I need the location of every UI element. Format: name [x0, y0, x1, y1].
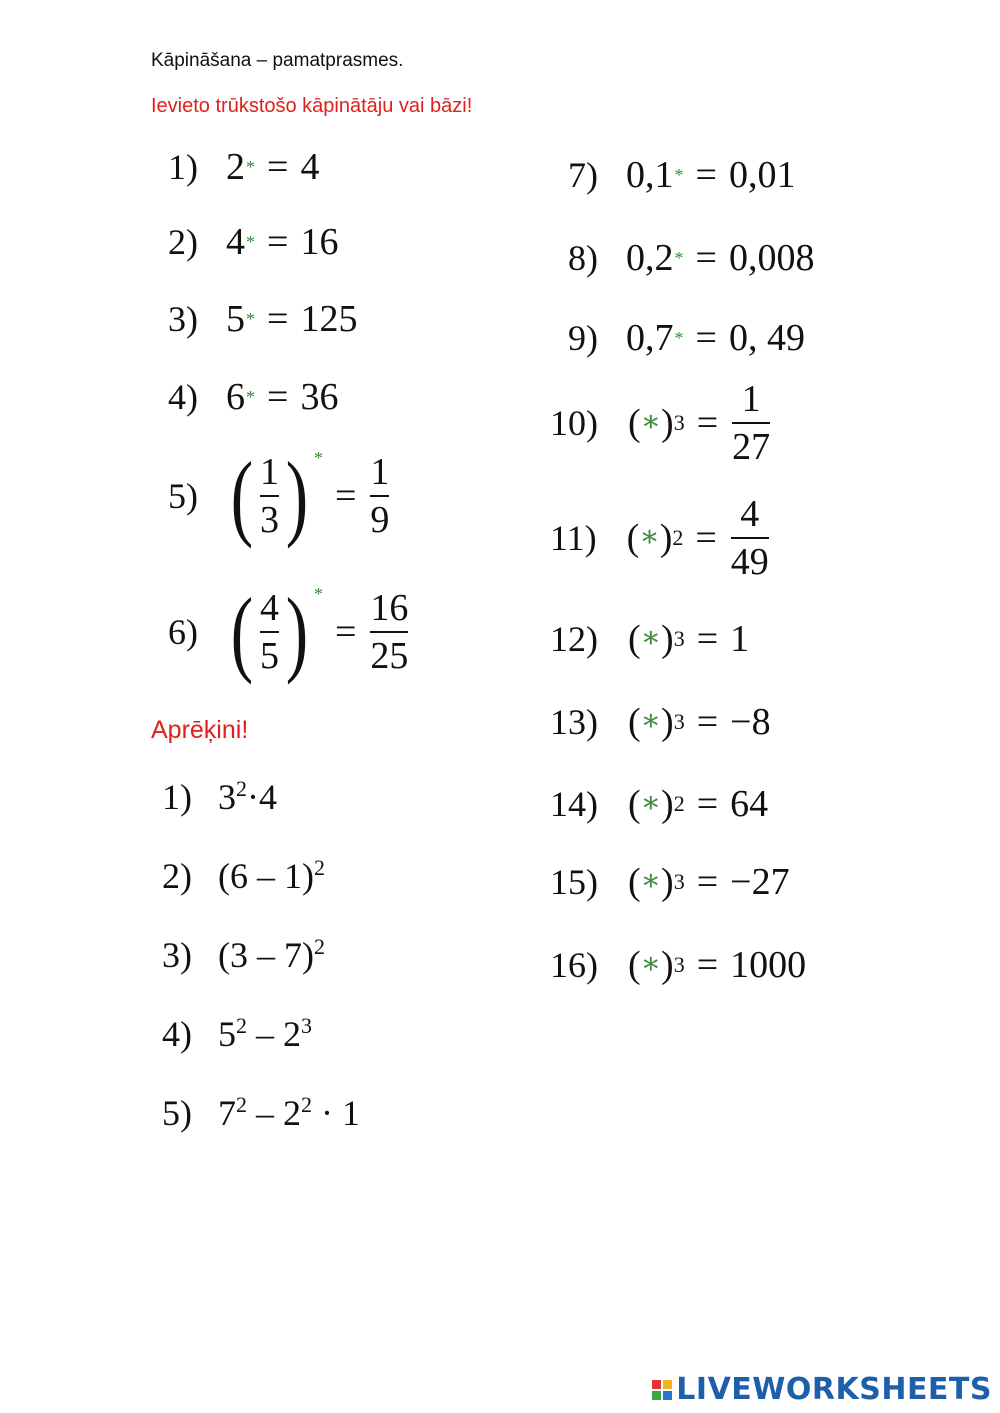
- exercise-16: 16) ( ∗ ) 3 = 1000: [550, 944, 807, 986]
- missing-exponent-marker[interactable]: *: [246, 386, 255, 407]
- term: – 2: [247, 1014, 301, 1054]
- liveworksheets-logo: [652, 1372, 992, 1407]
- exercise-5: 5) ( $\frac{1}{3}$ ) * = $\frac{1}{9}$: [168, 442, 390, 549]
- missing-base-marker[interactable]: ∗: [640, 620, 662, 654]
- result-denominator: 49: [730, 541, 769, 583]
- base: 4: [226, 221, 245, 263]
- term: · 1: [312, 1093, 360, 1133]
- missing-exponent-marker[interactable]: *: [246, 156, 255, 177]
- result: −8: [730, 701, 771, 743]
- result: 36: [300, 376, 339, 418]
- exercise-8: 8) 0,2 * = 0,008: [568, 237, 815, 279]
- exercise-4: 4) 6 * = 36: [168, 376, 339, 418]
- result: 0, 49: [728, 317, 805, 359]
- fraction-numerator: 4: [259, 587, 279, 629]
- result-denominator: 25: [370, 635, 409, 677]
- exercise-13: 13) ( ∗ ) 3 = −8: [550, 701, 771, 743]
- missing-exponent-marker[interactable]: *: [674, 247, 684, 268]
- instruction: Ievieto trūkstošo kāpinātāju vai bāzi!: [151, 95, 473, 117]
- missing-exponent-marker[interactable]: *: [246, 308, 255, 329]
- exercise-6: 6) ( $\frac{4}{5}$ ) * = $\frac{16}{25}$: [168, 578, 409, 685]
- item-number: 14): [550, 784, 598, 824]
- item-number: 5): [168, 476, 198, 516]
- result-numerator: 4: [740, 493, 760, 535]
- term: 7: [218, 1093, 236, 1133]
- exponent: 2: [672, 525, 684, 550]
- item-number: 4): [168, 377, 198, 417]
- item-number: 1): [168, 147, 198, 187]
- missing-exponent-marker[interactable]: *: [313, 448, 323, 468]
- exercise-12: 12) ( ∗ ) 3 = 1: [550, 618, 750, 660]
- exercise-1: 1) 2 * = 4: [168, 146, 320, 188]
- exponent: 2: [673, 791, 685, 816]
- result-numerator: 16: [370, 587, 409, 629]
- missing-exponent-marker[interactable]: *: [674, 164, 684, 185]
- item-number: 5): [162, 1093, 192, 1133]
- calc-item-2: [162, 855, 325, 897]
- term: – 2: [247, 1093, 301, 1133]
- power: 3: [301, 1013, 312, 1038]
- base: 0,1: [626, 154, 674, 196]
- result: 64: [730, 783, 769, 825]
- exercise-10: 10) ( ∗ ) 3 = $\frac{1}{27}$: [550, 378, 771, 468]
- power: 2: [236, 1013, 247, 1038]
- item-number: 11): [550, 518, 597, 558]
- exponent: 3: [673, 869, 685, 894]
- calc-item-5: [162, 1092, 360, 1134]
- calc-item-3: [162, 934, 325, 976]
- result-numerator: 1: [741, 378, 761, 420]
- result: 1: [730, 618, 750, 660]
- result: 0,01: [728, 154, 796, 196]
- exercise-14: 14) ( ∗ ) 2 = 64: [550, 783, 769, 825]
- item-number: 3): [162, 935, 192, 975]
- fraction-denominator: 3: [259, 499, 279, 541]
- fraction-numerator: 1: [259, 451, 279, 493]
- exercise-2: 2) 4 * = 16: [168, 221, 339, 263]
- power: 2: [313, 855, 325, 880]
- exercise-11: 11) ( ∗ ) 2 = $\frac{4}{49}$: [550, 493, 769, 583]
- item-number: 13): [550, 702, 598, 742]
- term: (6 – 1): [218, 856, 314, 896]
- item-number: 2): [162, 856, 192, 896]
- exercise-15: 15) ( ∗ ) 3 = −27: [550, 861, 790, 903]
- page-title: Kāpināšana – pamatprasmes.: [151, 50, 404, 71]
- result: 1000: [730, 944, 807, 986]
- power: 2: [301, 1092, 312, 1117]
- base: 2: [226, 146, 245, 188]
- result: −27: [730, 861, 790, 903]
- exponent: 3: [673, 709, 685, 734]
- result-numerator: 1: [370, 451, 390, 493]
- item-number: 9): [568, 318, 598, 358]
- base: 0,2: [626, 237, 674, 279]
- calc-item-1: [162, 776, 277, 818]
- result-denominator: 27: [732, 426, 771, 468]
- base: 0,7: [626, 317, 674, 359]
- power: 2: [313, 934, 325, 959]
- item-number: 8): [568, 238, 598, 278]
- item-number: 2): [168, 222, 198, 262]
- item-number: 6): [168, 612, 198, 652]
- result-denominator: 9: [370, 499, 390, 541]
- missing-base-marker[interactable]: ∗: [640, 946, 662, 980]
- item-number: 15): [550, 862, 598, 902]
- missing-exponent-marker[interactable]: *: [246, 231, 255, 252]
- calc-item-4: [162, 1013, 312, 1055]
- result: 4: [300, 146, 320, 188]
- exponent: 3: [673, 952, 685, 977]
- item-number: 10): [550, 403, 598, 443]
- missing-base-marker[interactable]: ∗: [639, 519, 660, 553]
- logo-squares-icon: [652, 1380, 672, 1400]
- term: (3 – 7): [218, 935, 314, 975]
- exercise-3: 3) 5 * = 125: [168, 298, 358, 340]
- exponent: 3: [673, 626, 685, 651]
- exercise-7: 7) 0,1 * = 0,01: [568, 154, 796, 196]
- item-number: 3): [168, 299, 198, 339]
- missing-base-marker[interactable]: ∗: [640, 703, 662, 737]
- logo-text: LIVEWORKSHEETS: [676, 1372, 992, 1407]
- item-number: 12): [550, 619, 598, 659]
- missing-base-marker[interactable]: ∗: [640, 863, 662, 897]
- item-number: 4): [162, 1014, 192, 1054]
- term: 3: [218, 777, 236, 817]
- power: 2: [236, 776, 247, 801]
- exponent: 3: [673, 410, 685, 435]
- missing-base-marker[interactable]: ∗: [640, 404, 662, 438]
- item-number: 7): [568, 155, 598, 195]
- power: 2: [236, 1092, 247, 1117]
- fraction-denominator: 5: [259, 635, 279, 677]
- missing-exponent-marker[interactable]: *: [313, 584, 323, 604]
- result: 0,008: [728, 237, 815, 279]
- term: ·4: [247, 777, 277, 817]
- base: 6: [226, 376, 245, 418]
- result: 16: [300, 221, 339, 263]
- item-number: 1): [162, 777, 192, 817]
- term: 5: [218, 1014, 236, 1054]
- calc-heading: Aprēķini!: [151, 716, 249, 744]
- result: 125: [300, 298, 358, 340]
- exercise-9: 9) 0,7 * = 0, 49: [568, 317, 805, 359]
- item-number: 16): [550, 945, 598, 985]
- base: 5: [226, 298, 245, 340]
- missing-base-marker[interactable]: ∗: [640, 785, 662, 819]
- missing-exponent-marker[interactable]: *: [674, 327, 684, 348]
